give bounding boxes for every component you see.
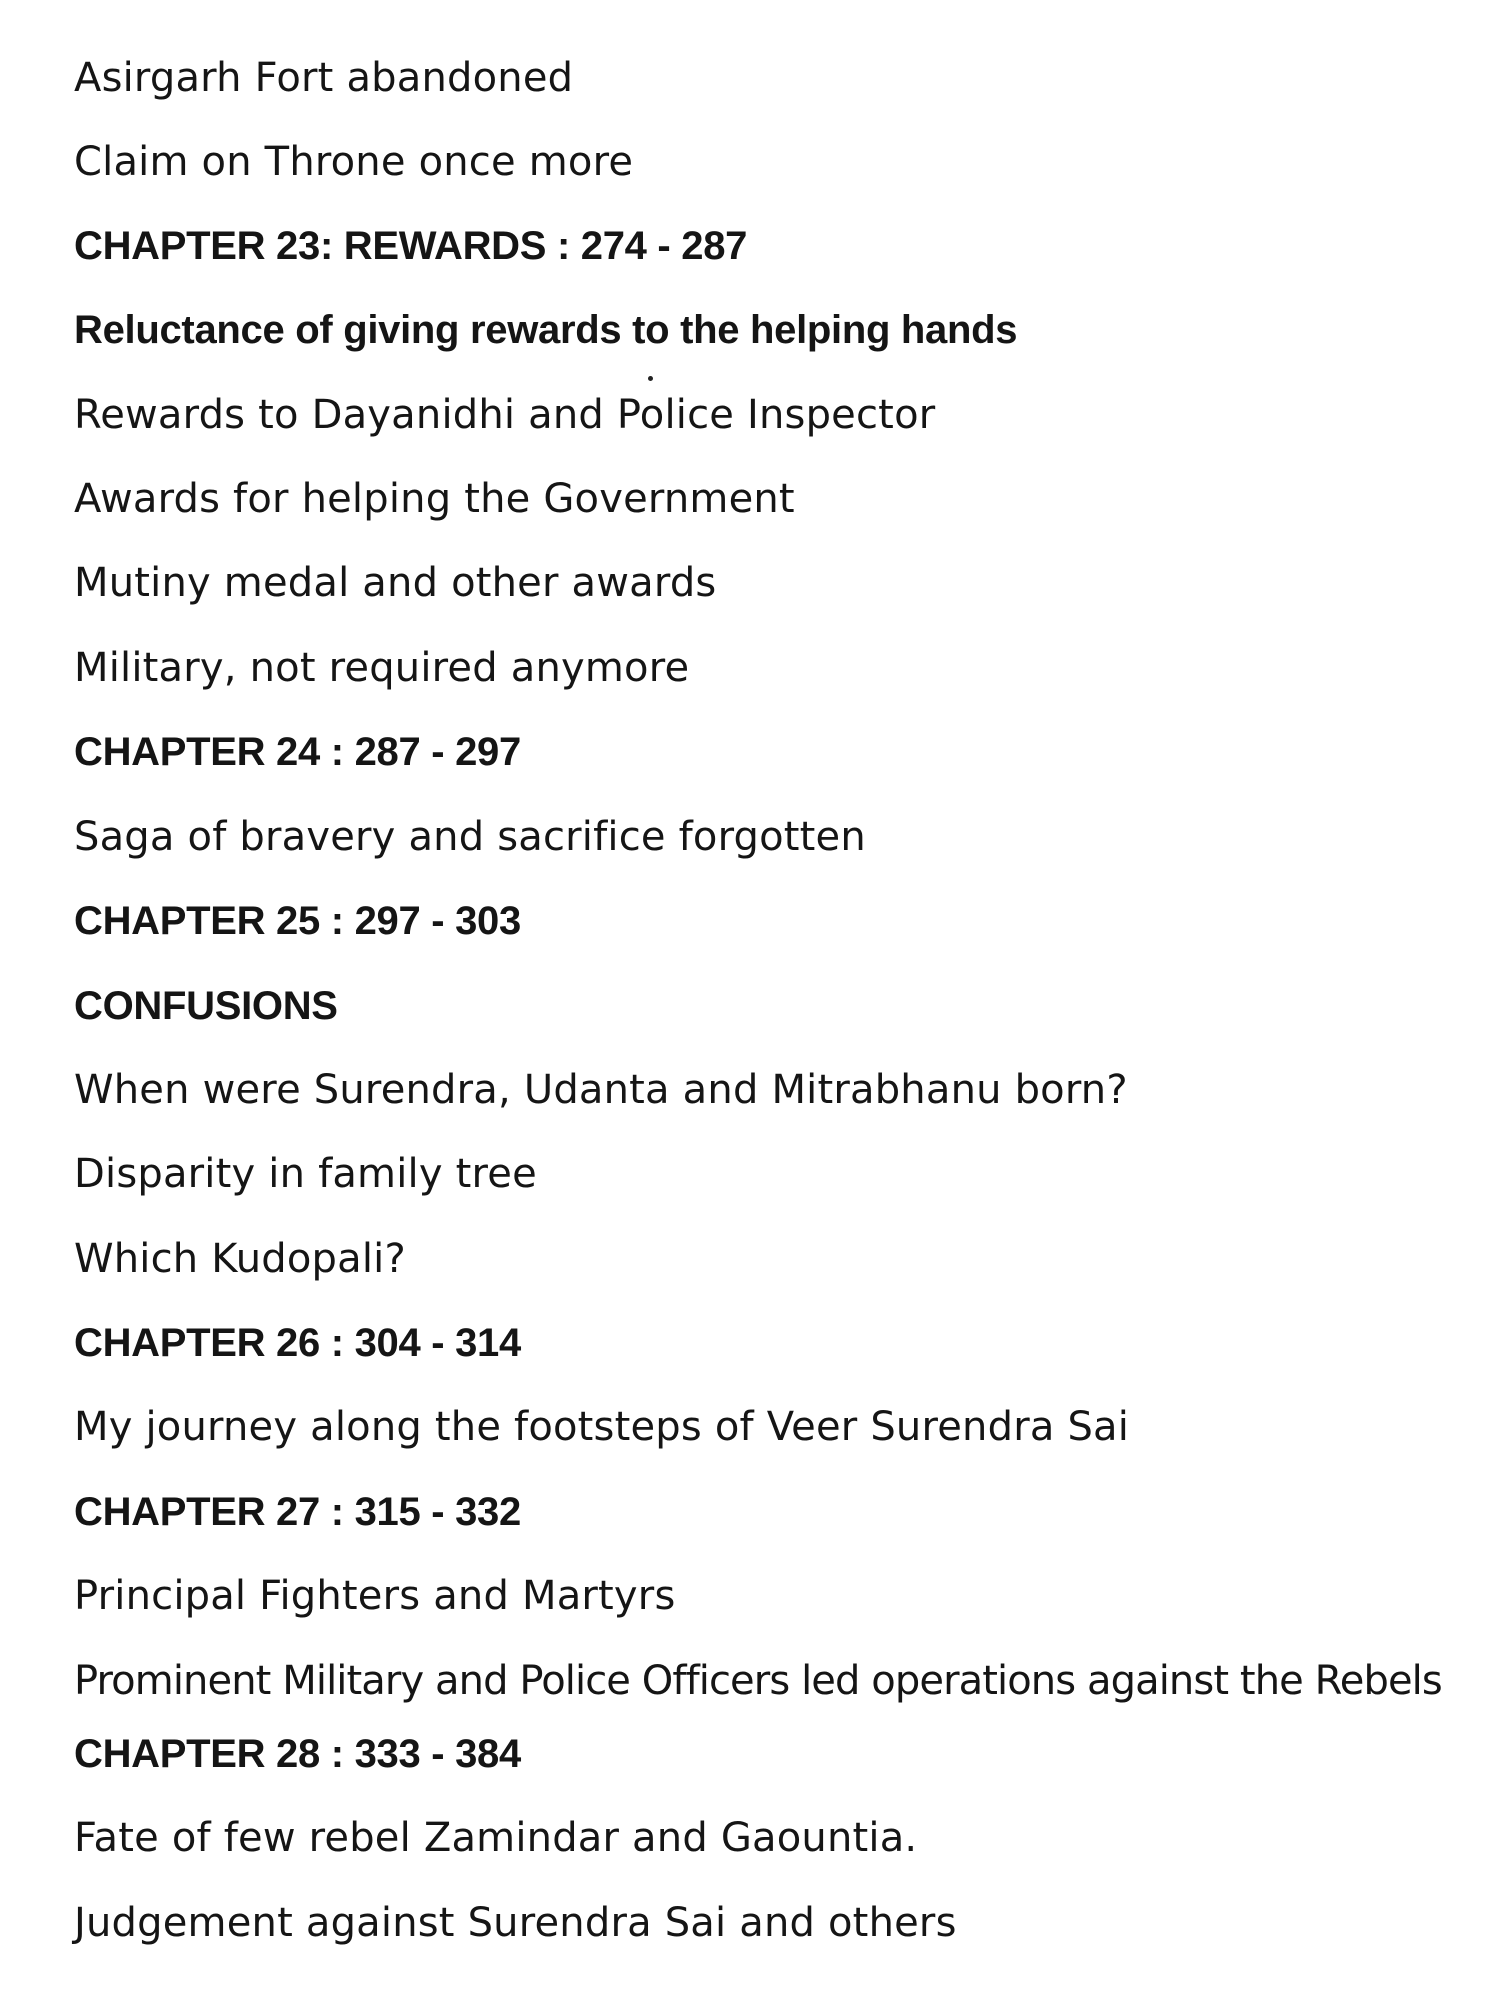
toc-entry: Military, not required anymore	[74, 645, 690, 691]
toc-entry: Awards for helping the Government	[74, 476, 795, 522]
toc-entry: Disparity in family tree	[74, 1151, 537, 1197]
chapter-heading: CHAPTER 23: REWARDS : 274 - 287	[74, 224, 748, 268]
toc-entry: Fate of few rebel Zamindar and Gaountia.	[74, 1815, 918, 1861]
toc-entry: Claim on Throne once more	[74, 139, 634, 185]
toc-entry: Which Kudopali?	[74, 1236, 406, 1282]
toc-entry: Saga of bravery and sacrifice forgotten	[74, 814, 866, 860]
chapter-heading: CHAPTER 28 : 333 - 384	[74, 1732, 521, 1776]
toc-entry: My journey along the footsteps of Veer Surendra Sai	[74, 1404, 1130, 1450]
toc-entry: When were Surendra, Udanta and Mitrabhanu born?	[74, 1067, 1128, 1113]
chapter-heading: CHAPTER 26 : 304 - 314	[74, 1321, 521, 1365]
toc-entry: Rewards to Dayanidhi and Police Inspector	[74, 392, 936, 438]
toc-entry: Mutiny medal and other awards	[74, 560, 717, 606]
scan-speck	[648, 376, 653, 381]
toc-entry: Asirgarh Fort abandoned	[74, 55, 574, 101]
chapter-heading: CHAPTER 25 : 297 - 303	[74, 899, 521, 943]
section-heading: CONFUSIONS	[74, 984, 338, 1028]
toc-entry: Prominent Military and Police Officers led operations against the Rebels	[74, 1658, 1442, 1704]
chapter-heading: CHAPTER 27 : 315 - 332	[74, 1490, 521, 1534]
chapter-heading: CHAPTER 24 : 287 - 297	[74, 730, 521, 774]
toc-entry: Judgement against Surendra Sai and others	[74, 1900, 957, 1946]
toc-entry-bold: Reluctance of giving rewards to the helping hands	[74, 308, 1018, 352]
toc-entry: Principal Fighters and Martyrs	[74, 1573, 676, 1619]
